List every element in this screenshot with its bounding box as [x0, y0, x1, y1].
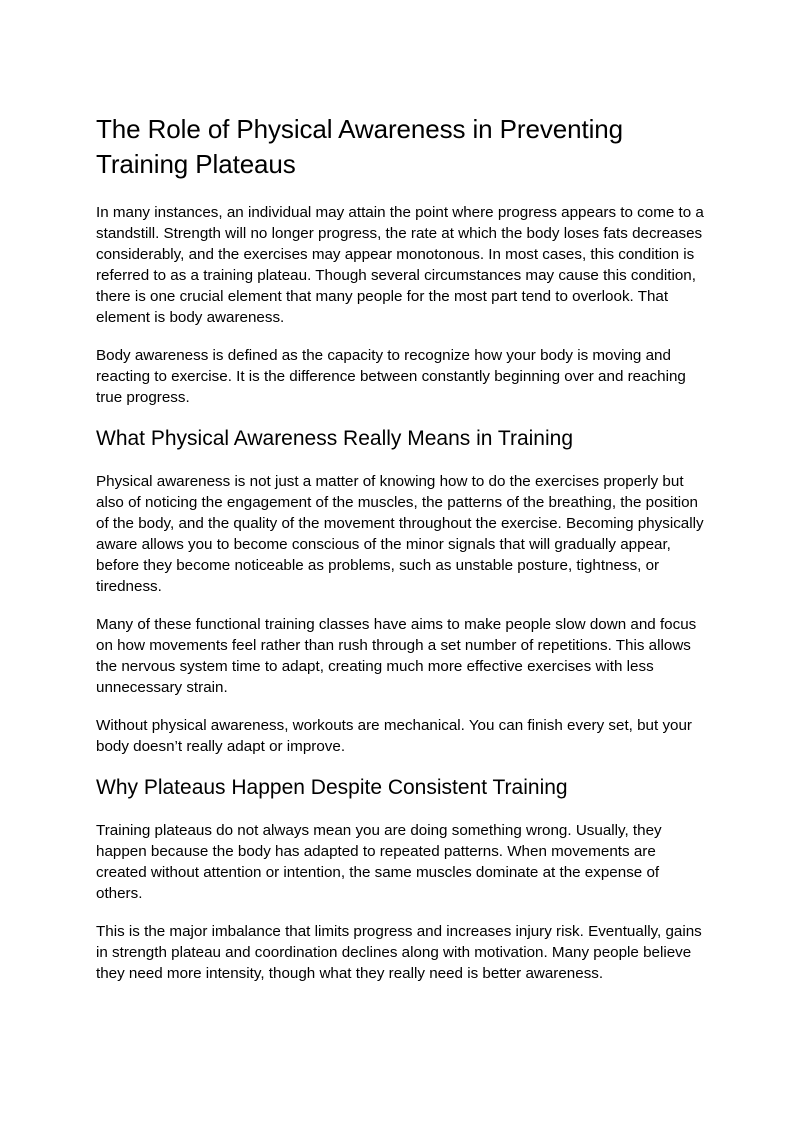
section-1-paragraph-1: Physical awareness is not just a matter of knowing how to do the exercises properly but also of noticing the engagement of the muscles, the patterns of the breathing, the position of the body, and the quality of the movement throughout the exercise. Becoming physically aware allows you to become conscious of the minor signals that will gradually appear, before they become noticeable as problems, such as unstable posture, tightness, or tiredness.	[96, 473, 704, 595]
document-title: The Role of Physical Awareness in Preventing Training Plateaus	[96, 114, 623, 179]
section-2-heading: Why Plateaus Happen Despite Consistent Training	[96, 776, 568, 799]
section-1-paragraph-3: Without physical awareness, workouts are mechanical. You can finish every set, but your body doesn’t really adapt or improve.	[96, 717, 692, 755]
intro-paragraph-1: In many instances, an individual may attain the point where progress appears to come to a standstill. Strength will no longer progress, the rate at which the body loses fats decreases considerably, and the exercises may appear monotonous. In most cases, this condition is referred to as a training plateau. Though several circumstances may cause this condition, there is one crucial element that many people for the most part tend to overlook. That element is body awareness.	[96, 204, 704, 326]
intro-paragraph-2: Body awareness is defined as the capacity to recognize how your body is moving and reacting to exercise. It is the difference between constantly beginning over and reaching true progress.	[96, 347, 686, 406]
section-2-paragraph-1: Training plateaus do not always mean you are doing something wrong. Usually, they happen because the body has adapted to repeated patterns. When movements are created without attention or intention, the same muscles dominate at the expense of others.	[96, 822, 662, 902]
section-1-heading: What Physical Awareness Really Means in Training	[96, 427, 574, 450]
section-1-paragraph-2: Many of these functional training classes have aims to make people slow down and focus on how movements feel rather than rush through a set number of repetitions. This allows the nervous system time to adapt, creating much more effective exercises with less unnecessary strain.	[96, 616, 697, 696]
section-2-paragraph-2: This is the major imbalance that limits progress and increases injury risk. Eventually, gains in strength plateau and coordination declines along with motivation. Many people believe they need more intensity, though what they really need is better awareness.	[96, 923, 702, 982]
document-page	[96, 112, 706, 1001]
